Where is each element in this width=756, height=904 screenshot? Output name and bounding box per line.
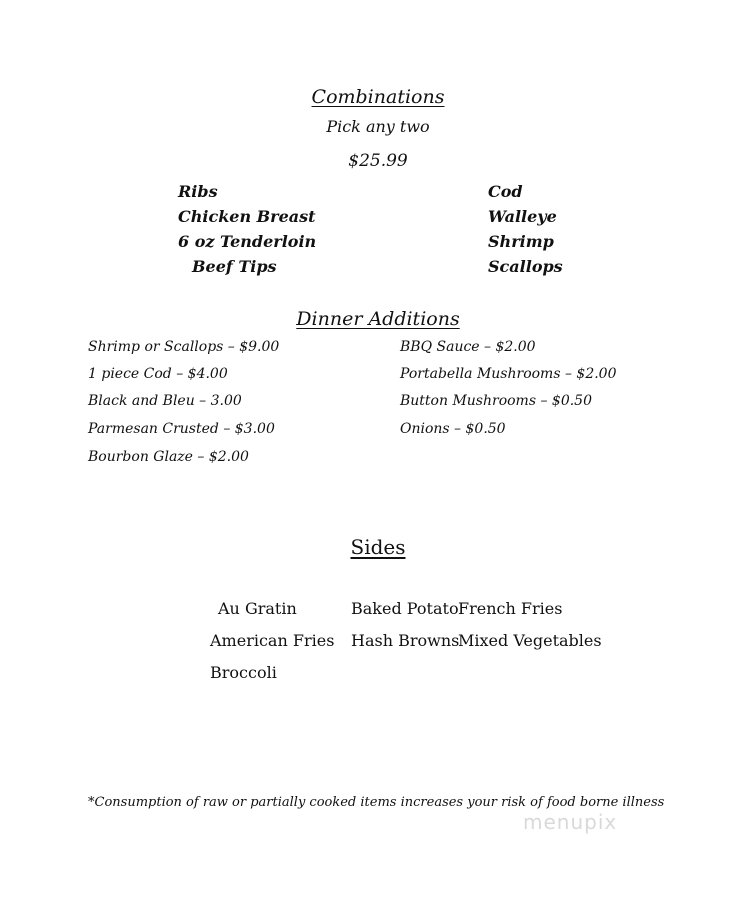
dinner-additions-title: Dinner Additions bbox=[296, 308, 460, 330]
addition-item: Parmesan Crusted – $3.00 bbox=[88, 421, 275, 437]
combo-right-item: Walleye bbox=[488, 207, 557, 226]
combo-left-item: Chicken Breast bbox=[178, 207, 316, 226]
side-item: American Fries bbox=[210, 631, 335, 650]
addition-item: BBQ Sauce – $2.00 bbox=[400, 339, 536, 355]
disclaimer: *Consumption of raw or partially cooked items increases your risk of food borne illness bbox=[88, 795, 665, 810]
combo-right-item: Shrimp bbox=[488, 232, 554, 251]
addition-item: Button Mushrooms – $0.50 bbox=[400, 393, 592, 409]
watermark-logo: menupix bbox=[523, 810, 618, 834]
combo-left-item: Beef Tips bbox=[192, 257, 277, 276]
addition-item: Shrimp or Scallops – $9.00 bbox=[88, 339, 280, 355]
combinations-subtitle: Pick any two bbox=[326, 117, 430, 136]
side-item: French Fries bbox=[458, 599, 563, 618]
addition-item: Onions – $0.50 bbox=[400, 421, 506, 437]
addition-item: Black and Bleu – 3.00 bbox=[88, 393, 242, 409]
combo-left-item: Ribs bbox=[178, 182, 218, 201]
side-item: Mixed Vegetables bbox=[458, 631, 602, 650]
sides-title: Sides bbox=[350, 535, 406, 559]
combo-right-item: Cod bbox=[488, 182, 523, 201]
combo-left-item: 6 oz Tenderloin bbox=[178, 232, 317, 251]
addition-item: 1 piece Cod – $4.00 bbox=[88, 366, 228, 382]
combo-right-item: Scallops bbox=[488, 257, 563, 276]
side-item: Baked Potato bbox=[351, 599, 459, 618]
addition-item: Portabella Mushrooms – $2.00 bbox=[400, 366, 617, 382]
addition-item: Bourbon Glaze – $2.00 bbox=[88, 449, 249, 465]
combinations-price: $25.99 bbox=[348, 151, 408, 171]
combinations-title: Combinations bbox=[311, 86, 445, 108]
side-item: Hash Browns bbox=[351, 631, 460, 650]
side-item: Au Gratin bbox=[218, 599, 297, 618]
side-item: Broccoli bbox=[210, 663, 277, 682]
